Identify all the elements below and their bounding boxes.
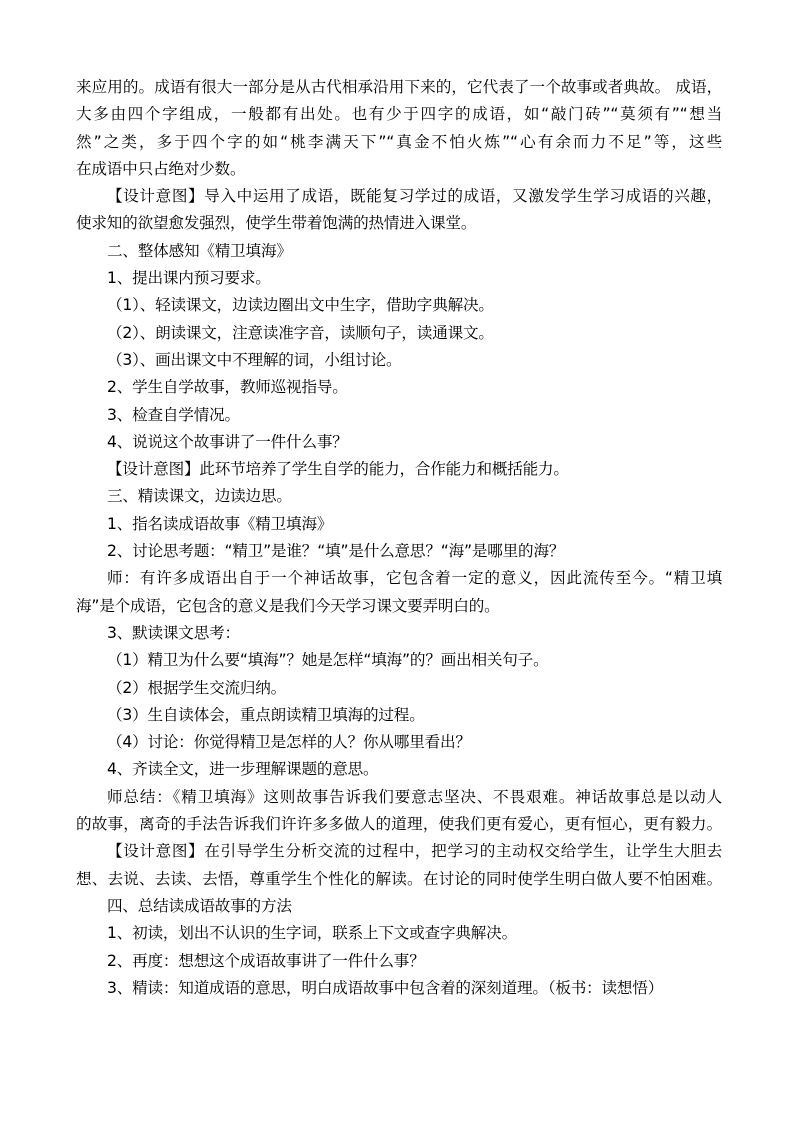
list-item: 3、默读课文思考：: [107, 623, 240, 642]
list-item: （3）、画出课文中不理解的词，小组讨论。: [107, 350, 402, 369]
section-heading: 三、精读课文，边读边思。: [107, 487, 292, 506]
list-item: （3）生自读体会，重点朗读精卫填海的过程。: [107, 705, 425, 724]
text-line: 海”是个成语，它包含的意义是我们今天学习课文要弄明白的。: [76, 596, 500, 615]
list-item: （2）、朗读课文，注意读准字音，读顺句子，读通课文。: [107, 323, 494, 342]
text-line: 在成语中只占绝对少数。: [76, 159, 246, 178]
text-line: 的故事，离奇的手法告诉我们许许多多做人的道理，使我们更有爱心，更有恒心，更有毅力。: [76, 815, 722, 834]
design-intent-line: 【设计意图】在引导学生分析交流的过程中，把学习的主动权交给学生，让学生大胆去: [107, 842, 722, 861]
text-line: 来应用的。成语有很大一部分是从古代相承沿用下来的，它代表了一个故事或者典故。 成语，: [76, 78, 722, 96]
list-item: 4、齐读全文，进一步理解课题的意思。: [107, 760, 379, 779]
section-heading: 二、整体感知《精卫填海》: [107, 241, 292, 260]
list-item: （2）根据学生交流归纳。: [107, 678, 287, 697]
text-line: 大多由四个字组成，一般都有出处。也有少于四字的成语，如“敲门砖”“莫须有”“想当: [76, 105, 722, 124]
teacher-line: 师：有许多成语出自于一个神话故事，它包含着一定的意义，因此流传至今。“精卫填: [107, 569, 722, 588]
list-item: 4、说说这个故事讲了一件什么事？: [107, 432, 348, 451]
list-item: （4）讨论：你觉得精卫是怎样的人？你从哪里看出？: [107, 733, 471, 752]
list-item: 1、指名读成语故事《精卫填海》: [107, 514, 333, 533]
teacher-summary-line: 师总结：《精卫填海》这则故事告诉我们要意志坚决、不畏艰难。神话故事总是以动人: [107, 787, 722, 806]
design-intent-line: 【设计意图】此环节培养了学生自学的能力，合作能力和概括能力。: [107, 460, 569, 479]
text-line: 使求知的欲望愈发强烈，使学生带着饱满的热情进入课堂。: [76, 214, 477, 233]
list-item: （1）精卫为什么要“填海”？她是怎样“填海”的？画出相关句子。: [107, 651, 549, 670]
list-item: 2、再度：想想这个成语故事讲了一件什么事？: [107, 951, 425, 970]
list-item: 2、讨论思考题：“精卫”是谁？“填”是什么意思？“海”是哪里的海？: [107, 542, 565, 561]
section-heading: 四、总结读成语故事的方法: [107, 896, 292, 915]
list-item: 1、提出课内预习要求。: [107, 269, 271, 288]
list-item: （1）、轻读课文，边读边圈出文中生字，借助字典解决。: [107, 296, 494, 315]
list-item: 3、精读：知道成语的意思，明白成语故事中包含着的深刻道理。（板书：读想悟）: [107, 978, 664, 997]
list-item: 1、初读，划出不认识的生字词，联系上下文或查字典解决。: [107, 924, 517, 943]
design-intent-line: 【设计意图】导入中运用了成语，既能复习学过的成语，又激发学生学习成语的兴趣，: [107, 187, 722, 206]
text-line: 然”之类，多于四个字的如“桃李满天下”“真金不怕火炼”“心有余而力不足”等，这些: [76, 132, 722, 151]
text-line: 想、去说、去读、去悟，尊重学生个性化的解读。在讨论的同时使学生明白做人要不怕困难。: [76, 869, 722, 888]
document-page: [76, 74, 722, 1002]
list-item: 3、检查自学情况。: [107, 405, 240, 424]
list-item: 2、学生自学故事，教师巡视指导。: [107, 378, 348, 397]
